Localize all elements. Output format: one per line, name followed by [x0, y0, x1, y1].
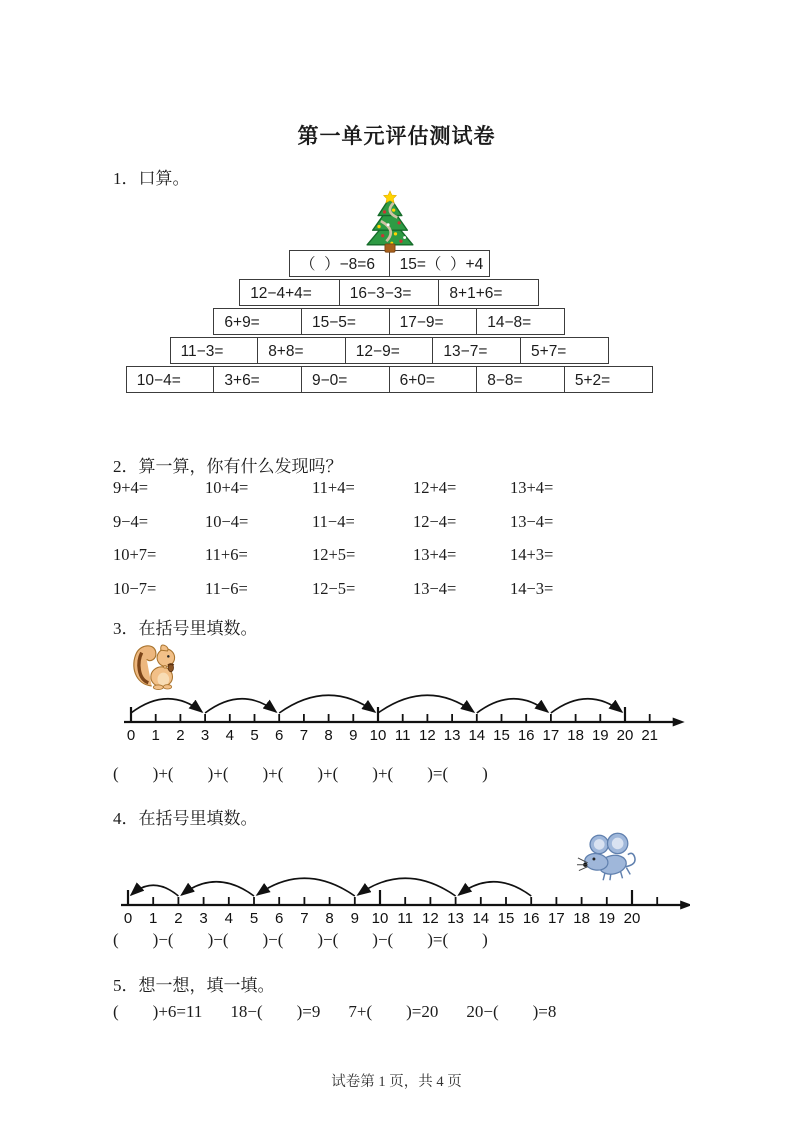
- svg-text:12: 12: [419, 727, 436, 744]
- q2-expression: 14+3=: [510, 545, 554, 564]
- q2-expression: 9−4=: [113, 511, 149, 531]
- svg-text:14: 14: [472, 910, 490, 927]
- svg-text:16: 16: [522, 910, 540, 927]
- svg-text:19: 19: [591, 727, 609, 744]
- svg-text:2: 2: [174, 910, 183, 927]
- pyramid-cell: 11−3=: [170, 337, 259, 364]
- pyramid-cell: 12−4+4=: [239, 279, 340, 306]
- q4-label: 4．在括号里填数。: [113, 809, 258, 828]
- pyramid-row: [0, 308, 780, 335]
- q2-expression: 12−5=: [312, 578, 356, 598]
- svg-text:9: 9: [350, 910, 359, 927]
- svg-text:1: 1: [151, 727, 160, 744]
- svg-text:3: 3: [199, 910, 208, 927]
- svg-text:18: 18: [573, 910, 590, 927]
- page-title: 第一单元评估测试卷: [297, 124, 496, 148]
- svg-text:14: 14: [468, 727, 486, 744]
- svg-text:4: 4: [224, 910, 233, 927]
- svg-text:6: 6: [275, 910, 284, 927]
- q2-expression: 11−4=: [312, 511, 355, 531]
- svg-text:0: 0: [126, 727, 136, 744]
- svg-text:2: 2: [176, 727, 185, 744]
- pyramid-cell: 13−7=: [432, 337, 521, 364]
- q5-equation: 7+( )=20: [348, 1002, 439, 1021]
- q2-expression: 14−3=: [510, 578, 554, 598]
- q2-expression: 13+4=: [510, 478, 554, 497]
- svg-text:17: 17: [542, 727, 560, 744]
- pyramid-cell: 8+8=: [257, 337, 346, 364]
- q5-label: 5．想一想，填一填。: [113, 976, 275, 995]
- svg-text:10: 10: [369, 727, 387, 744]
- svg-text:11: 11: [397, 910, 413, 927]
- svg-text:16: 16: [517, 727, 535, 744]
- svg-text:21: 21: [641, 727, 659, 744]
- pyramid-cell: 14−8=: [476, 308, 565, 335]
- svg-text:7: 7: [300, 910, 309, 927]
- squirrel-icon: [123, 641, 187, 691]
- svg-text:4: 4: [225, 727, 234, 744]
- pyramid-row: [0, 337, 780, 364]
- q5-equation: 20−( )=8: [466, 1002, 557, 1021]
- q4-expression: ( )−( )−( )−( )−( )−( )=( ): [113, 930, 488, 949]
- svg-text:6: 6: [275, 727, 284, 744]
- pyramid-cell: 5+2=: [564, 366, 653, 393]
- q1-label: 1．口算。: [113, 169, 190, 188]
- q2-label: 2．算一算，你有什么发现吗？: [113, 457, 343, 476]
- svg-text:3: 3: [200, 727, 210, 744]
- svg-text:19: 19: [598, 910, 616, 927]
- svg-text:12: 12: [422, 910, 439, 927]
- q2-grid: [113, 478, 600, 612]
- q2-expression: 10−7=: [113, 578, 157, 598]
- pyramid-cell: 5+7=: [520, 337, 609, 364]
- svg-text:5: 5: [250, 727, 259, 744]
- pyramid-cell: 3+6=: [213, 366, 302, 393]
- pyramid-row: [0, 250, 780, 277]
- q2-expression: 10+7=: [113, 545, 157, 564]
- q2-expression: 13−4=: [510, 511, 554, 531]
- pyramid-row: [0, 366, 780, 393]
- svg-text:18: 18: [567, 727, 584, 744]
- q2-expression: 12−4=: [413, 511, 457, 531]
- pyramid-cell: 10−4=: [126, 366, 215, 393]
- svg-text:13: 13: [443, 727, 461, 744]
- pyramid-cell: 16−3−3=: [339, 279, 440, 306]
- q3-expression: ( )+( )+( )+( )+( )+( )=( ): [113, 764, 488, 783]
- pyramid-cell: 9−0=: [301, 366, 390, 393]
- svg-text:20: 20: [623, 910, 641, 927]
- pyramid-cell: 17−9=: [389, 308, 478, 335]
- pyramid-cell: 15−5=: [301, 308, 390, 335]
- q3-label: 3．在括号里填数。: [113, 619, 258, 638]
- svg-text:5: 5: [249, 910, 259, 927]
- svg-text:15: 15: [493, 727, 510, 744]
- q2-expression: 10−4=: [205, 511, 249, 531]
- christmas-tree-icon: [359, 190, 421, 254]
- svg-text:20: 20: [616, 727, 634, 744]
- svg-text:8: 8: [324, 727, 333, 744]
- pyramid-cell: 8+1+6=: [438, 279, 539, 306]
- svg-text:0: 0: [123, 910, 133, 927]
- q2-expression: 11−6=: [205, 578, 248, 598]
- svg-text:11: 11: [394, 727, 411, 744]
- pyramid: [0, 250, 780, 395]
- svg-text:9: 9: [349, 727, 358, 744]
- q2-expression: 13−4=: [413, 578, 457, 598]
- svg-text:15: 15: [497, 910, 515, 927]
- q2-expression: 11+6=: [205, 545, 248, 564]
- pyramid-cell: 8−8=: [476, 366, 565, 393]
- q2-expression: 13+4=: [413, 545, 457, 564]
- pyramid-row: [0, 279, 780, 306]
- q2-expression: 9+4=: [113, 478, 149, 497]
- q2-expression: 10+4=: [205, 478, 249, 497]
- pyramid-cell: 6+0=: [389, 366, 478, 393]
- svg-text:1: 1: [149, 910, 158, 927]
- q5-equations: [113, 1002, 556, 1022]
- q2-expression: 12+5=: [312, 545, 356, 564]
- svg-text:8: 8: [325, 910, 334, 927]
- svg-text:10: 10: [371, 910, 389, 927]
- page-footer: 试卷第 1 页，共 4 页: [331, 1074, 462, 1090]
- pyramid-cell: （ ）−8=6: [289, 250, 390, 277]
- q2-expression: 11+4=: [312, 478, 355, 497]
- svg-text:7: 7: [299, 727, 309, 744]
- q5-equation: ( )+6=11: [113, 1002, 203, 1021]
- q5-equation: 18−( )=9: [230, 1002, 321, 1021]
- pyramid-cell: 6+9=: [213, 308, 302, 335]
- pyramid-cell: 15=（ ）+4: [389, 250, 490, 277]
- svg-text:13: 13: [447, 910, 464, 927]
- q3-numberline: [113, 668, 688, 748]
- svg-text:17: 17: [548, 910, 565, 927]
- pyramid-cell: 12−9=: [345, 337, 434, 364]
- q2-expression: 12+4=: [413, 478, 457, 497]
- mouse-icon: [576, 829, 638, 885]
